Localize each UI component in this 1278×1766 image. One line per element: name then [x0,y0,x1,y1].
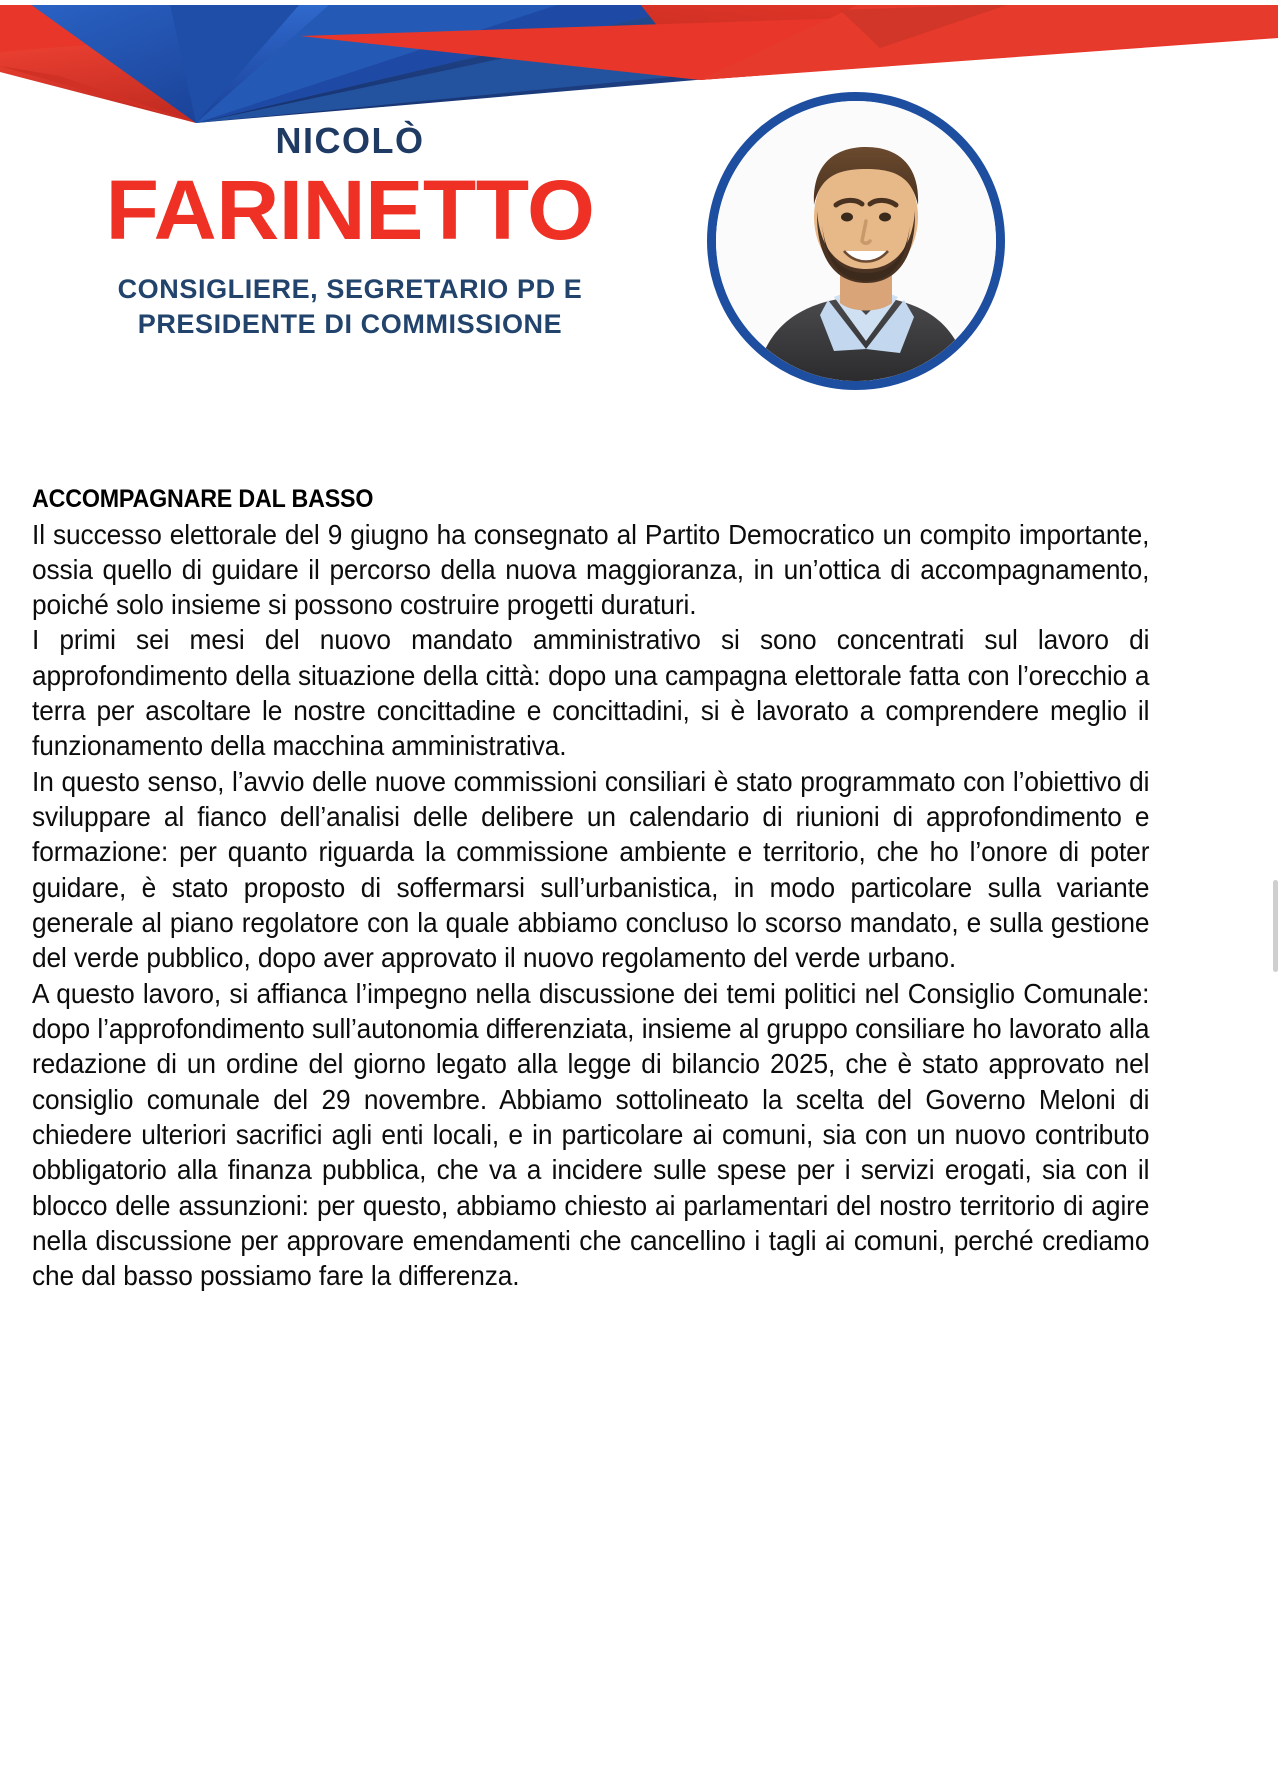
candidate-role [20,272,680,342]
scrollbar-thumb[interactable] [1273,880,1278,972]
candidate-first-name: NICOLÒ [275,120,425,161]
candidate-identity-block [20,122,680,342]
article-paragraph: Il successo elettorale del 9 giugno ha consegnato al Partito Democratico un compito importante, ossia quello di guidare il percorso della nuova maggioranza, in un’ottica di accompagnamento, poiché solo insieme si possono costruire progetti duraturi. [32,518,1150,621]
article-paragraph: I primi sei mesi del nuovo mandato amministrativo si sono concentrati sul lavoro di approfondimento della situazione della città: dopo una campagna elettorale fatta con l’orecchio a terra per ascoltare le nostre concittadine e concittadini, si è lavorato a comprendere meglio il funzionamento della macchina amministrativa. [32,624,1150,762]
banner-polygons-icon [0,0,1278,130]
article-heading: ACCOMPAGNARE DAL BASSO [32,485,374,513]
article-body [32,484,1150,1294]
article-paragraph: A questo lavoro, si affianca l’impegno nella discussione dei temi politici nel Consiglio Comunale: dopo l’approfondimento sull’autonomia differenziata, insieme al gruppo consiliare ho lavorato alla redazione di un ordine del giorno legato alla legge di bilancio 2025, che è stato approvato nel consiglio comunale del 29 novembre. Abbiamo sottolineato la scelta del Governo Meloni di chiedere ulteriori sacrifici agli enti locali, e in particolare ai comuni, sia con un nuovo contributo obbligatorio alla finanza pubblica, che va a incidere sulle spese per i servizi erogati, sia con il blocco delle assunzioni: per questo, abbiamo chiesto ai parlamentari del nostro territorio di agire nella discussione per approvare emendamenti che cancellino i tagli ai comuni, perché crediamo che dal basso possiamo fare la differenza. [32,977,1150,1292]
article-paragraph: In questo senso, l’avvio delle nuove commissioni consiliari è stato programmato con l’obiettivo di sviluppare al fianco dell’analisi delle delibere un calendario di riunioni di approfondimento e formazione: per quanto riguarda la commissione ambiente e territorio, che ho l’onore di poter guidare, è stato proposto di soffermarsi sull’urbanistica, in modo particolare sulla variante generale al piano regolatore con la quale abbiamo concluso lo scorso mandato, e sulla gestione del verde pubblico, dopo aver approvato il nuovo regolamento del verde urbano. [32,765,1150,974]
avatar [707,92,1005,390]
header-banner-graphic [0,0,1278,130]
portrait-photo-icon [716,101,996,381]
candidate-last-name: FARINETTO [105,162,595,257]
candidate-role-line-1: CONSIGLIERE, SEGRETARIO PD E [117,273,583,304]
candidate-role-line-2: PRESIDENTE DI COMMISSIONE [137,309,563,340]
